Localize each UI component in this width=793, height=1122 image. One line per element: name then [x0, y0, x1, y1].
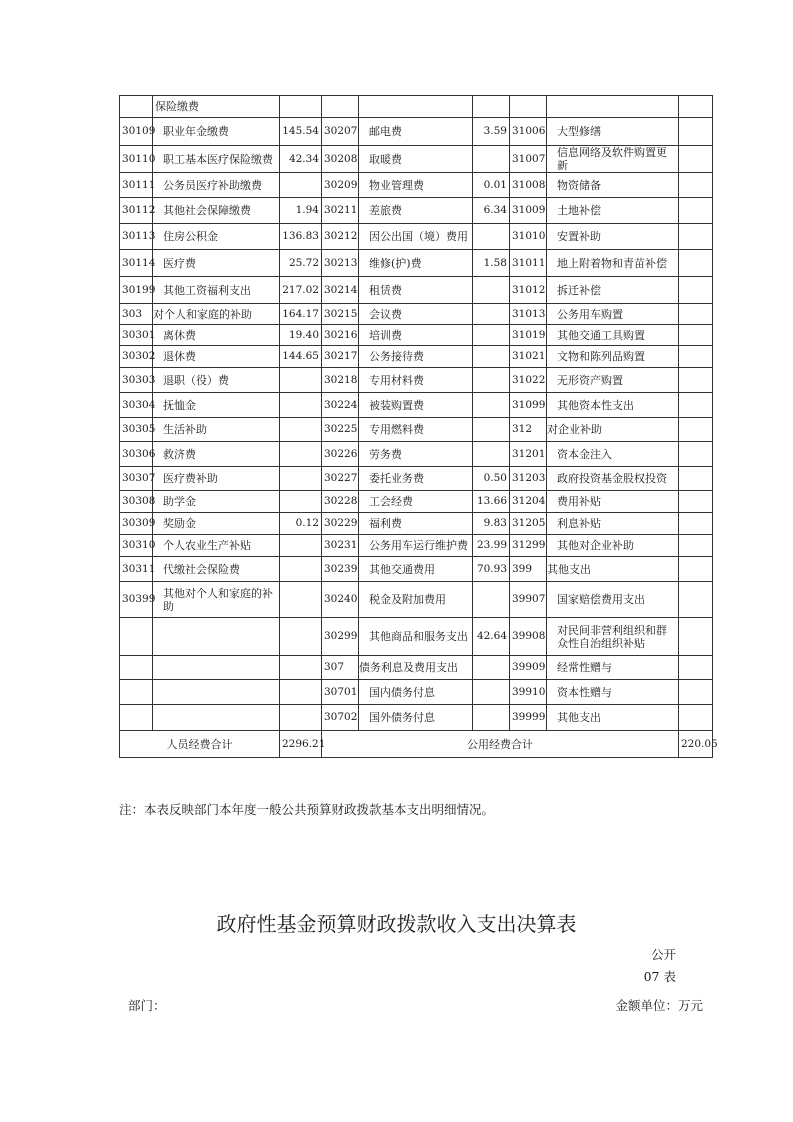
amount-cell: [679, 442, 713, 467]
table-row: [120, 618, 713, 656]
name-cell: 取暖费: [359, 146, 473, 173]
name-cell: 公务接待费: [359, 346, 473, 368]
name-cell: 助学金: [153, 491, 280, 513]
amount-cell: [679, 705, 713, 731]
name-cell: [153, 705, 280, 731]
amount-cell: [679, 118, 713, 146]
amount-cell: [280, 467, 322, 491]
amount-cell: [679, 346, 713, 368]
name-cell: [153, 618, 280, 656]
table-row: [120, 173, 713, 198]
amount-cell: [280, 173, 322, 198]
amount-cell: [473, 368, 510, 393]
name-cell: 公务用车购置: [547, 304, 679, 325]
personnel-total-value: 2296.21: [280, 731, 322, 758]
code-cell: 30110: [120, 146, 153, 173]
amount-cell: [280, 582, 322, 618]
name-cell: 无形资产购置: [547, 368, 679, 393]
amount-cell: [473, 346, 510, 368]
amount-cell: [473, 418, 510, 442]
name-cell: 信息网络及软件购置更新: [547, 146, 679, 173]
name-cell: 其他支出: [547, 705, 679, 731]
amount-cell: 42.64: [473, 618, 510, 656]
name-cell: 利息补贴: [547, 513, 679, 535]
code-cell: 30311: [120, 557, 153, 582]
table-row: [120, 250, 713, 277]
amount-cell: [280, 535, 322, 557]
code-cell: [120, 680, 153, 705]
amount-cell: [473, 582, 510, 618]
amount-cell: 19.40: [280, 325, 322, 346]
name-cell: 专用材料费: [359, 368, 473, 393]
code-cell: 30308: [120, 491, 153, 513]
code-cell: 30305: [120, 418, 153, 442]
amount-cell: 42.34: [280, 146, 322, 173]
name-cell: 其他资本性支出: [547, 393, 679, 418]
name-cell: 土地补偿: [547, 198, 679, 224]
name-cell: 物业管理费: [359, 173, 473, 198]
code-cell: 30304: [120, 393, 153, 418]
amount-cell: 9.83: [473, 513, 510, 535]
table-row: [120, 418, 713, 442]
name-cell: 公务用车运行维护费: [359, 535, 473, 557]
name-cell: 退休费: [153, 346, 280, 368]
amount-cell: [280, 656, 322, 680]
code-cell: 31019: [510, 325, 547, 346]
amount-cell: [679, 656, 713, 680]
name-cell: 维修(护)费: [359, 250, 473, 277]
table-row: [120, 118, 713, 146]
name-cell: [153, 680, 280, 705]
amount-cell: [679, 250, 713, 277]
amount-cell: [280, 557, 322, 582]
department-label: 部门：: [128, 998, 166, 1013]
name-cell: 福利费: [359, 513, 473, 535]
name-cell: 拆迁补偿: [547, 277, 679, 304]
amount-cell: [280, 491, 322, 513]
code-cell: 30112: [120, 198, 153, 224]
table-row: [120, 513, 713, 535]
table-row: [120, 680, 713, 705]
code-cell: 31204: [510, 491, 547, 513]
code-cell: 31013: [510, 304, 547, 325]
table-number: 07 表: [643, 969, 676, 984]
name-cell: 租赁费: [359, 277, 473, 304]
name-cell: 医疗费补助: [153, 467, 280, 491]
code-cell: 31299: [510, 535, 547, 557]
code-cell: 30213: [322, 250, 359, 277]
amount-cell: [280, 418, 322, 442]
code-cell: 312: [510, 418, 547, 442]
name-cell: 抚恤金: [153, 393, 280, 418]
code-cell: 30109: [120, 118, 153, 146]
amount-cell: 25.72: [280, 250, 322, 277]
code-cell: 30207: [322, 118, 359, 146]
table-row: [120, 277, 713, 304]
amount-cell: [473, 393, 510, 418]
code-cell: 30209: [322, 173, 359, 198]
table-row: [120, 442, 713, 467]
table-row: [120, 325, 713, 346]
table-row: [120, 146, 713, 173]
code-cell: 30218: [322, 368, 359, 393]
table-row: [120, 224, 713, 250]
code-cell: 30306: [120, 442, 153, 467]
table-row: [120, 467, 713, 491]
name-cell: 其他对个人和家庭的补助: [153, 582, 280, 618]
amount-cell: 0.01: [473, 173, 510, 198]
amount-cell: [679, 224, 713, 250]
name-cell: 培训费: [359, 325, 473, 346]
amount-cell: 145.54: [280, 118, 322, 146]
table-row: [120, 535, 713, 557]
name-cell: 国内债务付息: [359, 680, 473, 705]
name-cell: 职工基本医疗保险缴费: [153, 146, 280, 173]
amount-cell: 1.58: [473, 250, 510, 277]
code-cell: 31203: [510, 467, 547, 491]
amount-cell: [473, 705, 510, 731]
name-cell: 离休费: [153, 325, 280, 346]
amount-cell: 70.93: [473, 557, 510, 582]
name-cell: 邮电费: [359, 118, 473, 146]
name-cell: 保险缴费: [153, 96, 280, 118]
code-cell: 31008: [510, 173, 547, 198]
code-cell: 30114: [120, 250, 153, 277]
name-cell: 住房公积金: [153, 224, 280, 250]
code-cell: 30240: [322, 582, 359, 618]
code-cell: 31022: [510, 368, 547, 393]
code-cell: 30309: [120, 513, 153, 535]
code-cell: 39999: [510, 705, 547, 731]
name-cell: 专用燃料费: [359, 418, 473, 442]
table-note: 注：本表反映部门本年度一般公共预算财政拨款基本支出明细情况。: [119, 802, 495, 817]
amount-cell: 136.83: [280, 224, 322, 250]
code-cell: 31201: [510, 442, 547, 467]
code-cell: 30227: [322, 467, 359, 491]
amount-cell: [679, 467, 713, 491]
code-cell: 30310: [120, 535, 153, 557]
table-row: [120, 582, 713, 618]
name-cell: 奖励金: [153, 513, 280, 535]
amount-cell: [679, 582, 713, 618]
name-cell: 资本性赠与: [547, 680, 679, 705]
amount-cell: 0.50: [473, 467, 510, 491]
name-cell: 文物和陈列品购置: [547, 346, 679, 368]
amount-cell: [473, 325, 510, 346]
amount-cell: [473, 304, 510, 325]
page-title: 政府性基金预算财政拨款收入支出决算表: [216, 912, 577, 936]
totals-row: [120, 731, 713, 758]
name-cell: 差旅费: [359, 198, 473, 224]
code-cell: 30303: [120, 368, 153, 393]
table-row: [120, 491, 713, 513]
name-cell: 其他社会保障缴费: [153, 198, 280, 224]
unit-label: 金额单位：万元: [615, 998, 703, 1013]
code-cell: 30113: [120, 224, 153, 250]
name-cell: 国家赔偿费用支出: [547, 582, 679, 618]
table-row: [120, 198, 713, 224]
code-cell: 31012: [510, 277, 547, 304]
amount-cell: [473, 277, 510, 304]
name-cell: [153, 656, 280, 680]
code-cell: 30301: [120, 325, 153, 346]
name-cell: 被装购置费: [359, 393, 473, 418]
code-cell: 30225: [322, 418, 359, 442]
code-cell: 30214: [322, 277, 359, 304]
name-cell: 其他工资福利支出: [153, 277, 280, 304]
name-cell: 医疗费: [153, 250, 280, 277]
amount-cell: [280, 442, 322, 467]
amount-cell: 144.65: [280, 346, 322, 368]
table-row: [120, 656, 713, 680]
code-cell: 307: [322, 656, 359, 680]
code-cell: 30226: [322, 442, 359, 467]
code-cell: 39907: [510, 582, 547, 618]
amount-cell: [679, 618, 713, 656]
amount-cell: [679, 198, 713, 224]
code-cell: 30231: [322, 535, 359, 557]
code-cell: [120, 96, 153, 118]
name-cell: 资本金注入: [547, 442, 679, 467]
name-cell: 工会经费: [359, 491, 473, 513]
code-cell: [120, 618, 153, 656]
name-cell: 救济费: [153, 442, 280, 467]
code-cell: 30302: [120, 346, 153, 368]
code-cell: 30199: [120, 277, 153, 304]
public-total-value: 220.05: [679, 731, 713, 758]
code-cell: 30217: [322, 346, 359, 368]
name-cell: 国外债务付息: [359, 705, 473, 731]
amount-cell: [280, 393, 322, 418]
amount-cell: [679, 418, 713, 442]
code-cell: 39910: [510, 680, 547, 705]
amount-cell: [280, 368, 322, 393]
personnel-total-label: 人员经费合计: [120, 731, 280, 758]
code-cell: [120, 656, 153, 680]
amount-cell: [473, 656, 510, 680]
amount-cell: 1.94: [280, 198, 322, 224]
code-cell: 30211: [322, 198, 359, 224]
amount-cell: [280, 618, 322, 656]
code-cell: 30215: [322, 304, 359, 325]
code-cell: 30702: [322, 705, 359, 731]
table-row: [120, 346, 713, 368]
amount-cell: [679, 557, 713, 582]
name-cell: 物资储备: [547, 173, 679, 198]
code-cell: 30111: [120, 173, 153, 198]
code-cell: 39909: [510, 656, 547, 680]
code-cell: 30701: [322, 680, 359, 705]
code-cell: 30224: [322, 393, 359, 418]
amount-cell: 6.34: [473, 198, 510, 224]
amount-cell: [679, 304, 713, 325]
amount-cell: 23.99: [473, 535, 510, 557]
code-cell: 30229: [322, 513, 359, 535]
code-cell: 30228: [322, 491, 359, 513]
name-cell: 其他交通费用: [359, 557, 473, 582]
amount-cell: 3.59: [473, 118, 510, 146]
name-cell: 对个人和家庭的补助: [153, 304, 280, 325]
table-row: [120, 557, 713, 582]
amount-cell: [679, 393, 713, 418]
code-cell: 31205: [510, 513, 547, 535]
amount-cell: 164.17: [280, 304, 322, 325]
code-cell: 30299: [322, 618, 359, 656]
name-cell: 税金及附加费用: [359, 582, 473, 618]
name-cell: 其他交通工具购置: [547, 325, 679, 346]
amount-cell: [280, 705, 322, 731]
table-row: [120, 368, 713, 393]
name-cell: 职业年金缴费: [153, 118, 280, 146]
name-cell: 政府投资基金股权投资: [547, 467, 679, 491]
code-cell: 31021: [510, 346, 547, 368]
amount-cell: [679, 680, 713, 705]
amount-cell: [473, 680, 510, 705]
amount-cell: [679, 491, 713, 513]
table-body: [120, 96, 713, 731]
name-cell: 对民间非营利组织和群众性自治组织补贴: [547, 618, 679, 656]
code-cell: 30212: [322, 224, 359, 250]
name-cell: 劳务费: [359, 442, 473, 467]
name-cell: 其他商品和服务支出: [359, 618, 473, 656]
name-cell: 其他对企业补助: [547, 535, 679, 557]
amount-cell: [473, 442, 510, 467]
name-cell: 退职（役）费: [153, 368, 280, 393]
amount-cell: [679, 277, 713, 304]
code-cell: 31099: [510, 393, 547, 418]
code-cell: [120, 705, 153, 731]
amount-cell: [679, 513, 713, 535]
name-cell: 地上附着物和青苗补偿: [547, 250, 679, 277]
name-cell: 委托业务费: [359, 467, 473, 491]
name-cell: 会议费: [359, 304, 473, 325]
amount-cell: 217.02: [280, 277, 322, 304]
name-cell: 因公出国（境）费用: [359, 224, 473, 250]
expenditure-detail-table: [119, 95, 718, 758]
code-cell: 303: [120, 304, 153, 325]
amount-cell: [679, 173, 713, 198]
name-cell: 公务员医疗补助缴费: [153, 173, 280, 198]
code-cell: 30216: [322, 325, 359, 346]
name-cell: 大型修缮: [547, 118, 679, 146]
name-cell: 个人农业生产补贴: [153, 535, 280, 557]
table-row: [120, 96, 713, 118]
code-cell: 30208: [322, 146, 359, 173]
name-cell: 生活补助: [153, 418, 280, 442]
amount-cell: [679, 146, 713, 173]
public-label: 公开: [650, 947, 676, 962]
table-row: [120, 705, 713, 731]
amount-cell: [679, 535, 713, 557]
code-cell: 39908: [510, 618, 547, 656]
amount-cell: 0.12: [280, 513, 322, 535]
code-cell: 31006: [510, 118, 547, 146]
code-cell: 31007: [510, 146, 547, 173]
code-cell: 31011: [510, 250, 547, 277]
name-cell: 其他支出: [547, 557, 679, 582]
name-cell: 对企业补助: [547, 418, 679, 442]
name-cell: 债务利息及费用支出: [359, 656, 473, 680]
code-cell: 31009: [510, 198, 547, 224]
code-cell: 399: [510, 557, 547, 582]
code-cell: 31010: [510, 224, 547, 250]
name-cell: 费用补贴: [547, 491, 679, 513]
table-row: [120, 393, 713, 418]
amount-cell: 13.66: [473, 491, 510, 513]
amount-cell: [473, 224, 510, 250]
public-total-label: 公用经费合计: [322, 731, 679, 758]
code-cell: 30307: [120, 467, 153, 491]
amount-cell: [280, 680, 322, 705]
amount-cell: [679, 368, 713, 393]
code-cell: 30399: [120, 582, 153, 618]
amount-cell: [679, 325, 713, 346]
name-cell: 代缴社会保险费: [153, 557, 280, 582]
table-row: [120, 304, 713, 325]
amount-cell: [473, 146, 510, 173]
code-cell: 30239: [322, 557, 359, 582]
name-cell: 经常性赠与: [547, 656, 679, 680]
name-cell: 安置补助: [547, 224, 679, 250]
